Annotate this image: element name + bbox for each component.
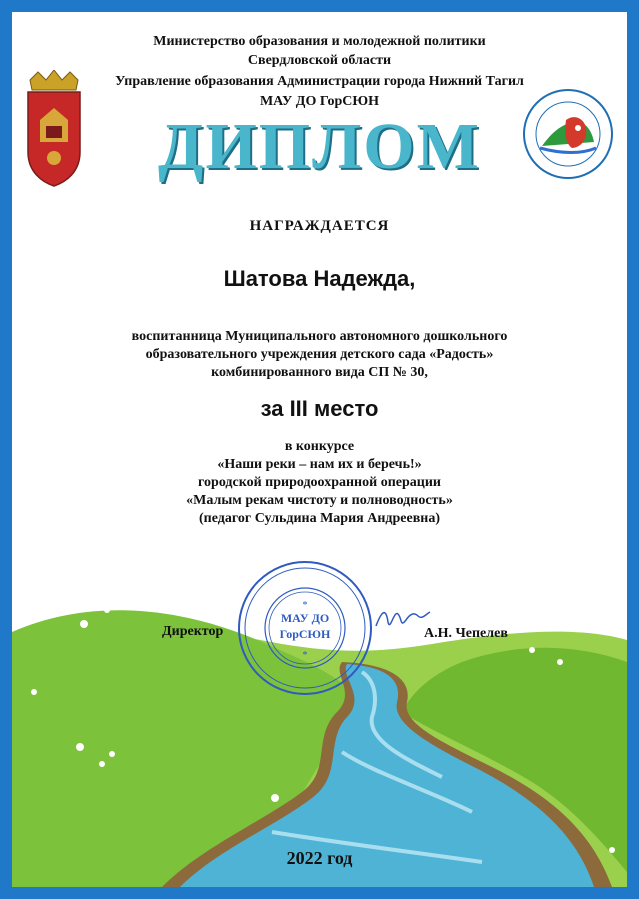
recipient-name: Шатова Надежда, bbox=[223, 266, 416, 291]
header-line-1: Министерство образования и молодежной политики bbox=[153, 34, 486, 49]
organization-stamp bbox=[235, 558, 375, 698]
description-line-2: образовательного учреждения детского сада «Радость» bbox=[145, 347, 494, 362]
header-line-2: Свердловской области bbox=[247, 53, 392, 68]
contest-line-1: в конкурсе bbox=[284, 439, 355, 454]
stamp-center-line-2: ГорСЮН bbox=[279, 627, 331, 641]
header-line-4: МАУ ДО ГорСЮН bbox=[259, 94, 380, 109]
awarded-label: НАГРАЖДАЕТСЯ bbox=[249, 218, 390, 234]
diploma-year: 2022 год bbox=[286, 848, 353, 868]
diploma-title: ДИПЛОМ bbox=[158, 110, 481, 183]
svg-text:*: * bbox=[302, 600, 308, 611]
contest-line-3: городской природоохранной операции bbox=[198, 475, 441, 490]
contest-line-4: «Малым рекам чистоту и полноводность» bbox=[186, 493, 453, 508]
header-line-3: Управление образования Администрации города Нижний Тагил bbox=[115, 74, 524, 89]
place-awarded: за III место bbox=[260, 396, 379, 421]
director-name: А.Н. Чепелев bbox=[424, 626, 508, 641]
director-label: Директор bbox=[162, 624, 224, 639]
description-line-1: воспитанница Муниципального автономного дошкольного bbox=[131, 329, 508, 344]
contest-line-5: (педагог Сульдина Мария Андреевна) bbox=[199, 511, 440, 526]
diploma-page bbox=[12, 12, 627, 887]
description-line-3: комбинированного вида СП № 30, bbox=[211, 365, 428, 380]
contest-line-2: «Наши реки – нам их и беречь!» bbox=[217, 457, 422, 472]
svg-text:*: * bbox=[302, 650, 308, 661]
stamp-center-line-1: МАУ ДО bbox=[280, 611, 330, 625]
